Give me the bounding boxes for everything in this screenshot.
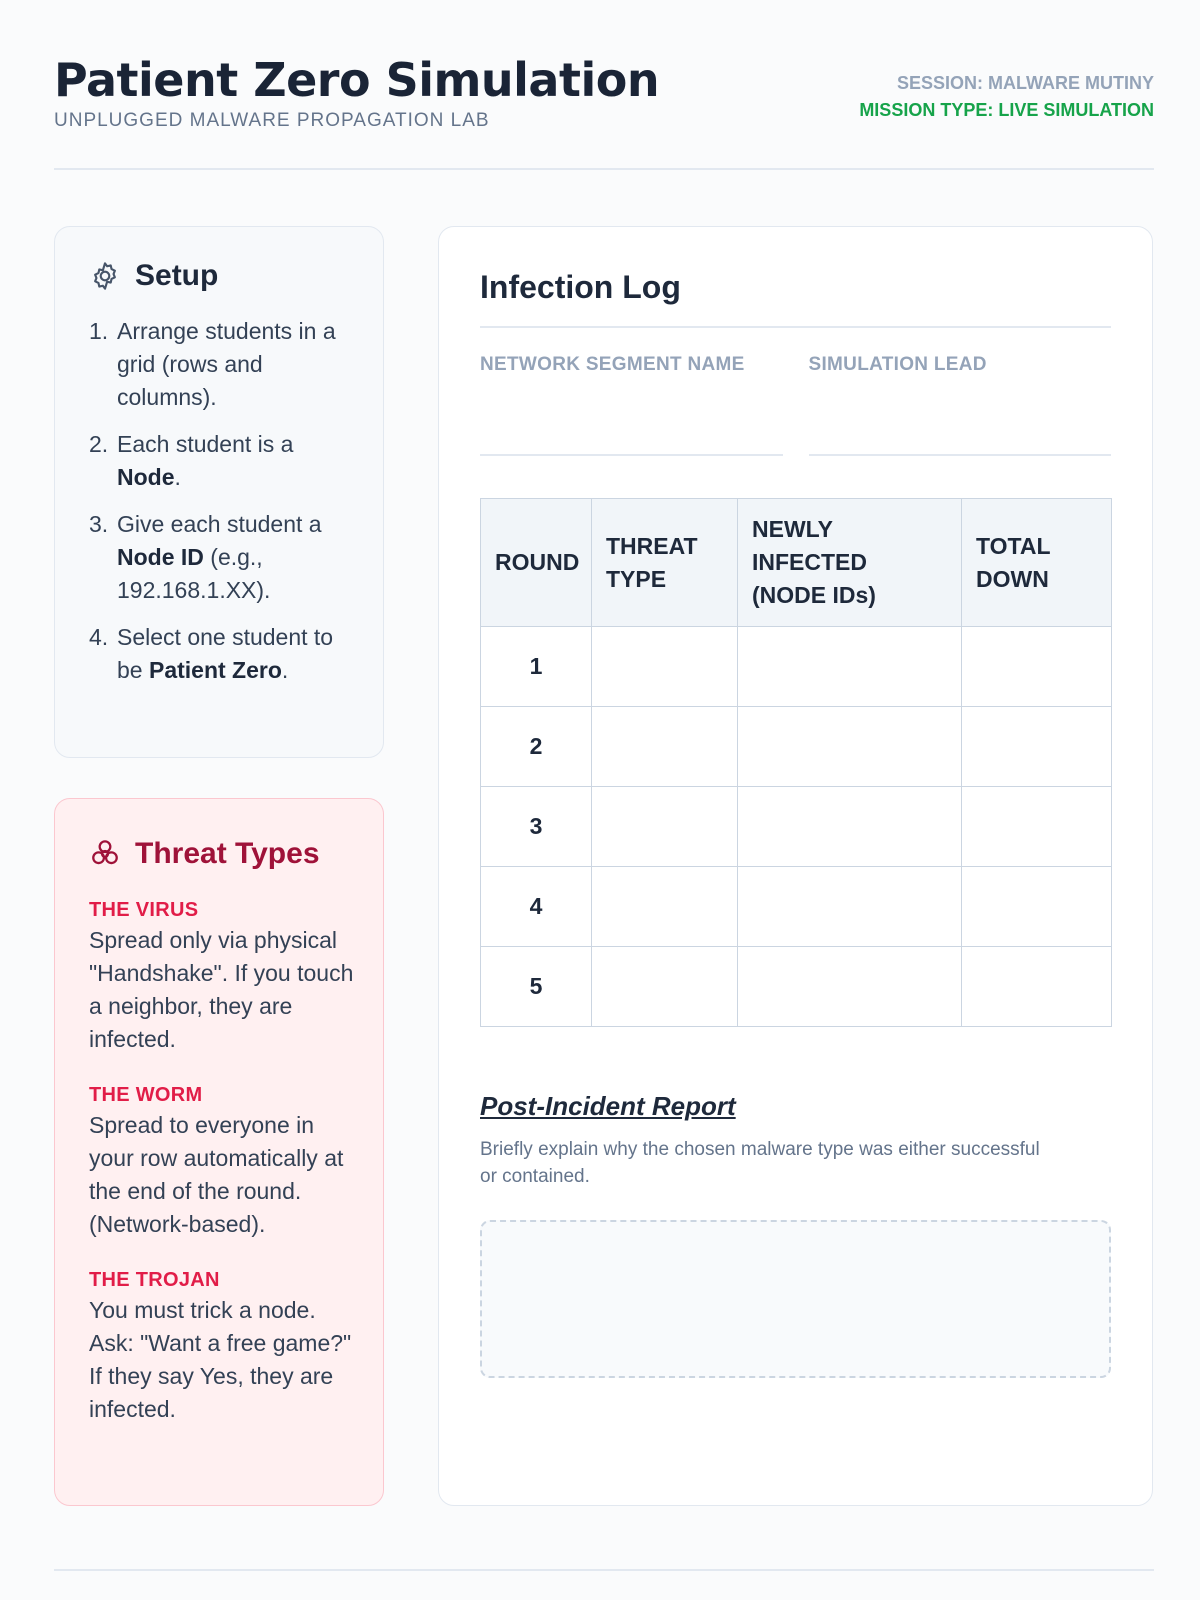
session-info [859, 70, 1154, 124]
table-row [481, 867, 1112, 947]
table-row [481, 707, 1112, 787]
column-header-newly-infected: NEWLY INFECTED (NODE IDs) [738, 499, 962, 627]
simulation-lead-field[interactable] [809, 354, 1112, 456]
list-item: 1. Arrange students in a grid (rows and columns). [89, 318, 336, 410]
total-down-cell[interactable] [962, 787, 1112, 867]
column-header-total-down: TOTAL DOWN [962, 499, 1112, 627]
newly-infected-cell[interactable] [738, 627, 962, 707]
table-row [481, 627, 1112, 707]
post-incident-report-title: Post-Incident Report [480, 1091, 736, 1121]
round-number: 4 [481, 867, 592, 947]
threat-type-cell[interactable] [592, 627, 738, 707]
table-row [481, 787, 1112, 867]
field-label: NETWORK SEGMENT NAME [480, 354, 745, 375]
newly-infected-cell[interactable] [738, 787, 962, 867]
setup-steps [89, 315, 353, 687]
threat-virus [89, 899, 357, 1056]
mission-type: MISSION TYPE: LIVE SIMULATION [859, 100, 1154, 120]
footer-divider [54, 1569, 1154, 1571]
threat-name: THE VIRUS [89, 899, 199, 921]
threat-type-cell[interactable] [592, 787, 738, 867]
newly-infected-cell[interactable] [738, 947, 962, 1027]
infection-table [480, 498, 1112, 1027]
threat-description: Spread to everyone in your row automatically at the end of the round. (Network-based). [89, 1112, 344, 1237]
threat-worm [89, 1084, 357, 1241]
threat-types-heading [89, 837, 357, 871]
page-title: Patient Zero Simulation [54, 53, 660, 107]
gear-icon [89, 260, 121, 292]
log-fields [480, 354, 1111, 456]
total-down-cell[interactable] [962, 867, 1112, 947]
infection-log-panel [438, 226, 1153, 1506]
round-number: 3 [481, 787, 592, 867]
post-incident-report-box[interactable] [480, 1220, 1111, 1378]
threat-types-title: Threat Types [135, 837, 320, 870]
round-number: 2 [481, 707, 592, 787]
page-header [54, 52, 1154, 170]
list-item: 2. Each student is a Node. [89, 431, 294, 490]
column-header-threat-type: THREAT TYPE [592, 499, 738, 627]
newly-infected-cell[interactable] [738, 707, 962, 787]
list-item: 4. Select one student to be Patient Zero. [89, 624, 334, 683]
threat-name: THE WORM [89, 1084, 203, 1106]
total-down-cell[interactable] [962, 947, 1112, 1027]
newly-infected-cell[interactable] [738, 867, 962, 947]
post-incident-report-description: Briefly explain why the chosen malware type was either successful or contained. [480, 1139, 1040, 1187]
total-down-cell[interactable] [962, 707, 1112, 787]
list-item: 3. Give each student a Node ID (e.g., 192.168.1.XX). [89, 511, 322, 603]
threat-types-panel [54, 798, 384, 1506]
threat-name: THE TROJAN [89, 1269, 220, 1291]
threat-description: Spread only via physical "Handshake". If you touch a neighbor, they are infected. [89, 927, 354, 1052]
setup-heading [89, 259, 353, 293]
round-number: 5 [481, 947, 592, 1027]
infection-log-title: Infection Log [480, 269, 1111, 328]
total-down-cell[interactable] [962, 627, 1112, 707]
setup-panel [54, 226, 384, 758]
table-row [481, 947, 1112, 1027]
round-number: 1 [481, 627, 592, 707]
page-subtitle: UNPLUGGED MALWARE PROPAGATION LAB [54, 110, 490, 131]
threat-type-cell[interactable] [592, 867, 738, 947]
threat-trojan [89, 1269, 357, 1426]
biohazard-icon [89, 838, 121, 870]
table-header-row [481, 499, 1112, 627]
column-header-round: ROUND [481, 499, 592, 627]
threat-type-cell[interactable] [592, 947, 738, 1027]
threat-type-cell[interactable] [592, 707, 738, 787]
setup-title: Setup [135, 259, 219, 292]
field-label: SIMULATION LEAD [808, 354, 987, 375]
threat-description: You must trick a node. Ask: "Want a free game?" If they say Yes, they are infected. [89, 1297, 352, 1422]
session-name: SESSION: MALWARE MUTINY [896, 73, 1154, 93]
network-segment-name-field[interactable] [480, 354, 783, 456]
